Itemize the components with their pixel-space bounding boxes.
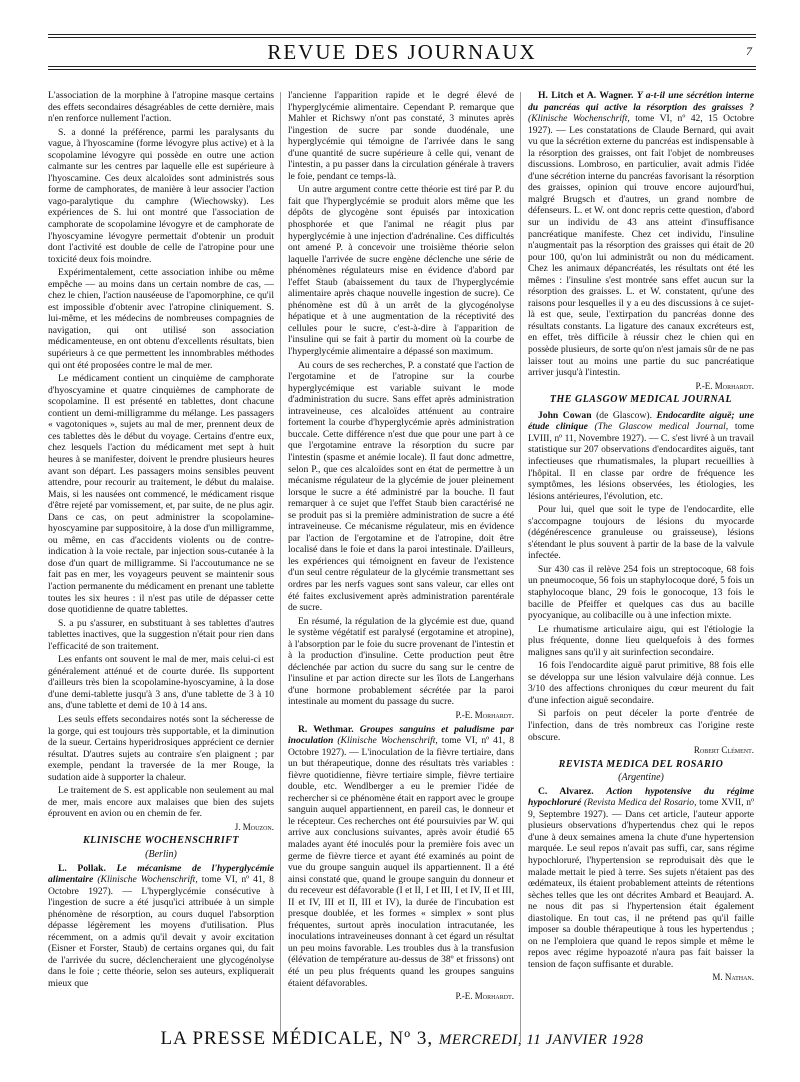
article-signature: P.-E. Morhardt. [455,709,514,720]
article-litch [528,90,754,379]
section-subtitle-berlin: (Berlin) [145,849,177,860]
section-subtitle-argentine: (Argentine) [618,772,664,784]
article-citation: (Revista Medica del Rosario, [583,797,697,809]
article-citation: (Klinische Wochenschrift, [528,113,630,125]
article-author: L. Pollak. [58,862,106,874]
paragraph: Le rhumatisme articulaire aigu, qui est l'étiologie la plus fréquente, donne lieu quelquefois à des formes malignes sans qu'il y ait surinfection secondaire. [528,623,754,658]
paragraph: Expérimentalement, cette association inhibe ou même empêche — au moins dans un certain nombre de cas, — chez le chien, l'action nauséeuse de l'apomorphine, ce qu'il est impossible d'obtenir avec l'atropine cliniquement. S. lui-même, et les médecins de nombreuses compagnies de navigation, qui ont utilisé son association médicamenteuse, en ont obtenu d'excellents résultats, bien supérieurs à ce que permettent les innombrables méthodes qui ont été proposées contre le mal de mer. [48,267,274,371]
column-1 [48,90,274,1050]
article-wethmar [288,724,514,990]
footer-journal-name: LA PRESSE MÉDICALE, [160,1028,384,1049]
paragraph: En résumé, la régulation de la glycémie est due, quand le système végétatif est paralysé (ergotamine et atropine), à l'absorption par le foie du sucre provenant de l'intestin et à la production d'insuline. Cette production peut être déclenchée par action du sucre du sang sur le centre de l'insuline et par action directe sur les îlots de Langerhans d'une hormone probablement sécrétée par la paroi intestinale au moment du passage du sucre. [288,615,514,708]
header-top-rule [48,34,756,35]
article-body: tome VI, nº 42, 15 Octobre 1927). — Les constatations de Claude Bernard, qui avait vu que la sécrétion externe du pancréas est indispensable à la résorption des graisses, ont fait l'objet de nombreuses discussions. Lombroso, en particulier, avait admis l'idée d'une sécrétion interne du pancréas favorisant la résorption des graisses, opinion qui trouve encore aujourd'hui, malgré Brugsch et d'autres, un grand nombre de défenseurs. L. et W. ont donc repris cette question, d'abord sur un individu de 43 ans atteint d'insuffisance pancréatique manifeste. Chez cet individu, l'insuline n'augmentait pas la résorption des graisses qui était de 20 pour 100, qu'on lui administrât ou non du médicament. Chez les animaux dépancréatés, les résultats ont été les mêmes : l'insuline s'est montrée sans effet aucun sur la résorption des graisses. L. et W. constatent, qu'une des raisons pour lesquelles il y a eu des discussions à ce sujet-là est que, seule, l'extirpation du pancréas donne des résultats constants. La ligature des canaux excréteurs est, en effet, très difficile à réussir chez le chien qui en possède plusieurs, de sorte qu'on n'est jamais sûr de ne pas laisser tout au moins une partie du suc pancréatique arriver jusqu'à l'intestin. [528,113,754,379]
article-title: Groupes sanguins et paludisme par inoculation [288,723,514,747]
column-2 [288,90,514,1050]
section-title-rosario: REVISTA MEDICA DEL ROSARIO [558,758,724,770]
article-signature: P.-E. Morhardt. [455,991,514,1002]
article-title: Action hypotensive du régime hypochloruré [528,785,754,809]
paragraph: Pour lui, quel que soit le type de l'endocardite, elle s'accompagne toujours de lésions du myocarde (dégénérescence granuleuse ou graisseuse), lésions s'étendant le plus souvent à partir de la base de la valvule infectée. [528,504,754,562]
page-footer [48,1028,756,1050]
article-body: tome VI, nº 41, 8 Octobre 1927). — L'inoculation de la fièvre tertiaire, dans un but thérapeutique, donne des résultats très variables : fièvre quotidienne, fièvre tertiaire simple, fièvre tertiaire double, etc. Wendlberger a eu le premier l'idée de rechercher si ce phénomène était en rapport avec le groupe sanguin auquel appartiennent, en pareil cas, le donneur et le récepteur. Ces recherches ont été poursuivies par W. qui arrive aux conclusions suivantes, après avoir étudié 65 malades ayant été inoculés pour la première fois avec un germe de fièvre tierce et ayant été examinés au point de vue du groupe sanguin auquel ils appartiennent. Il a été ainsi constaté que, quand le groupe sanguin du donneur et du receveur est défavorable (I et II, I et III, I et IV, II et III, II et IV, III et II, III et IV), la durée de l'incubation est presque doublée, et les formes « simplex » sont plus fréquentes, surtout après inoculation intracutanée, les inoculations intraveineuses donnant à cet égard un résultat un peu moins favorable. Les troubles dus à la transfusion (élévation de température au-dessus de 38º et frissons) ont été un peu plus fréquents quand les groupes sanguins étaient défavorables. [288,735,514,989]
footer-issue: Nº 3, [389,1028,434,1049]
header-bottom-rule-2 [48,69,756,70]
header-top-rule-2 [48,37,756,38]
article-title: Le mécanisme de l'hyperglycémie alimentaire [48,862,274,886]
page-number: 7 [746,44,752,58]
paragraph: Les seuls effets secondaires notés sont la sécheresse de la gorge, qui est toujours très supportable, et la diminution de la sueur. Certains hyperidrosiques apprécient ce dernier résultat. D'autres sujets au contraire s'en plaignent ; par exemple, pendant la traversée de la mer Rouge, la sudation aide à supporter la chaleur. [48,713,274,783]
paragraph: Le médicament contient un cinquième de camphorate d'hyoscyamine et quatre cinquièmes de camphorate de scopolamine. Il est présenté en tablettes, dont chacune contient un demi-milligramme du mélange. Les passagers « vagotoniques », sujets au mal de mer, prennent deux de ces tablettes dès le début du voyage. Certains d'entre eux, chez lesquels l'action du médicament met sept à huit heures à se manifester, doivent le prendre plusieurs heures avant son départ. Les passagers moins sensibles peuvent attendre, pour recourir au traitement, le début du malaise. Mais, si les nausées ont commencé, le médicament risque d'être rejeté par vomissement, et, par suite, de ne plus agir. Dans ce cas, on peut administrer la scopolamine-hyoscyamine par suppositoire, à la dose d'un milligramme, ou même, en cas d'accidents violents ou de contre-indication à la voie rectale, par injection sous-cutanée à la dose d'un quart de milligramme. Si l'accoutumance ne se fait pas en mer, les voyageurs peuvent se maintenir sous l'action permanente du médicament en prenant une tablette toutes les six heures : il n'est pas utile de dépasser cette dose quotidienne de quatre tablettes. [48,373,274,616]
paragraph: Au cours de ses recherches, P. a constaté que l'action de l'ergotamine et de l'atropine sur la courbe hyperglycémique est variable suivant le mode d'administration du sucre. Sans effet après administration intraveineuse, ces alcaloïdes atténuent au contraire fortement la courbe d'hyperglycémie après administration buccale. Cette différence n'est due que pour une part à ce que l'ergotamine entrave la résorption du sucre par l'intestin (spasme et anémie locale). Il faut donc admettre, selon P., que ces alcaloïdes sont en état de permettre à un mécanisme régulateur de la glycémie de jouer pleinement lorsque le sucre a été administré par la bouche. Il faut remarquer à ce sujet que l'effet Staub bien caractérisé ne se produit pas si la première administration de sucre a été intraveineuse. Ce mécanisme régulateur, mis en évidence par l'action de l'ergotamine et de l'atropine, doit être localisé dans le foie et dans la paroi intestinale. D'ailleurs, les expériences qui témoignent en faveur de l'existence d'un seul centre régulateur de la glycémie transmettant ses ordres par les nerfs vagues sont sans valeur, car elles ont été faites exclusivement après administration parentérale de sucre. [288,359,514,614]
article-pollak [48,863,274,990]
paragraph: Les enfants ont souvent le mal de mer, mais celui-ci est généralement atténué et de courte durée. Ils supportent d'ailleurs très bien la scopolamine-hyoscyamine, à la dose d'une demi-tablette jusqu'à 3 ans, d'une tablette de 3 à 10 ans, d'une tablette et demi de 10 à 14 ans. [48,654,274,712]
article-citation: (Klinische Wochenschrift, [97,874,198,886]
paragraph: l'ancienne l'apparition rapide et le degré élevé de l'hyperglycémie alimentaire. Cependant P. remarque que Mahler et Richswy n'ont pas constaté, 3 minutes après l'ingestion de sucre par sonde duodénale, une hyperglycémie qui témoigne de l'arrivée dans le sang d'une quantité de sucre supérieure à celle qui, venant de l'intestin, a pu passer dans la circulation générale à travers le foie, pendant ce temps-là. [288,90,514,182]
article-body: tome XVII, nº 9, Septembre 1927). — Dans cet article, l'auteur apporte plusieurs observations d'hypertendus chez qui le repos d'une à deux semaines amena la chute d'une hypertension marquée. Le seul repos n'avait pas suffi, car, sans régime hypochloruré, l'hypertension se reproduisait dès que le malade mettait le pied à terre. Ses sujets n'étaient pas des œdémateux, ils étaient probablement atteints de rétentions sèches telles que les ont décrites Ambard et Beaujard. A. ne nous dit pas si l'hypertension était également diastolique. En tout cas, il ne prétend pas qu'il faille imposer sa double thérapeutique à tous les hypertendus ; on ne l'emploiera que quand le repos simple et même le repos avec régime hypoazoté n'aura pas fait baisser la tension de façon suffisante et durable. [528,797,754,970]
paragraph: Un autre argument contre cette théorie est tiré par P. du fait que l'hyperglycémie se produit alors même que les dépôts de glycogène sont épuisés par intoxication phosphorée et que l'animal ne réagit plus par hyperglycémie à une injection d'adrénaline. Ces difficultés ont amené P. à concevoir une troisième théorie selon laquelle l'arrivée de sucre engène déclenche une série de phénomènes régulateurs mise en évidence d'abord par l'effet Staub (abaissement du taux de l'hyperglycémie alimentaire après chaque nouvelle ingestion de sucre). Ce phénomène est dû à un arrêt de la glycogénolyse hépatique et à une augmentation de la réceptivité des cellules pour le sucre, c'est-à-dire à l'apparition de l'insuline qui se fait à partir du moment où la courbe de l'hyperglycémie alimentaire a dépassé son maximum. [288,184,514,358]
section-title-glasgow: THE GLASGOW MEDICAL JOURNAL [549,394,733,406]
paragraph: Le traitement de S. est applicable non seulement au mal de mer, mais encore aux malaises que bien des sujets éprouvent en avion ou en chemin de fer. [48,785,274,820]
article-author-place: (de Glascow). [596,409,652,421]
article-title: Endocardite aiguë; une étude clinique [528,409,754,433]
article-signature: P.-E. Morhardt. [695,380,754,391]
paragraph: Si parfois on peut déceler la porte d'entrée de l'infection, dans de très nombreux cas l'origine reste obscure. [528,708,754,743]
column-3 [528,90,754,1050]
paragraph: Sur 430 cas il relève 254 fois un streptocoque, 68 fois un pneumocoque, 56 fois un staphylocoque doré, 5 fois un staphylocoque blanc, 29 fois le gonocoque, 13 fois le bacille de Pfeiffer et quelques cas dus au bacille pyocyanique, au colibacille ou à une infection mixte. [528,563,754,622]
page-header-title: REVUE DES JOURNAUX [267,40,537,64]
article-signature: M. Nathan. [712,972,754,983]
paragraph: L'association de la morphine à l'atropine masque certains des effets secondaires désagréables de cette dernière, mais n'en renforce nullement l'action. [48,90,274,125]
article-title: Y a-t-il une sécrétion interne du pancréas qui active la résorption des graisses ? [528,90,754,113]
paragraph: S. a pu s'assurer, en substituant à ses tablettes d'autres tablettes inactives, que la suggestion n'était pour rien dans l'efficacité de son traitement. [48,617,274,652]
footer-date: MERCREDI, 11 JANVIER 1928 [438,1032,644,1048]
column-separator-2 [520,92,521,1042]
article-citation: (Klinische Wochenschrift, [337,735,438,747]
article-citation: (The Glascow medical Journal, [594,421,729,433]
article-author: John Cowan [538,409,592,421]
article-body: tome LVIII, nº 11, Novembre 1927). — C. s'est livré à un travail statistique sur 207 observations d'endocardites aiguës, tant infectieuses que rhumatismales, la plupart recueillies à l'hôpital. Il en classe par ordre de fréquence les symptômes, les lésions observées, les étiologies, les lésions antérieures, l'évolution, etc. [528,421,754,502]
article-cowan [528,410,754,502]
paragraph: 16 fois l'endocardite aiguë parut primitive, 88 fois elle se développa sur une lésion valvulaire déjà connue. Les 3/10 des affections chroniques du cœur meurent du fait d'une infection aiguë secondaire. [528,660,754,706]
article-signature: J. Mouzon. [234,821,274,832]
article-author: R. Wethmar. [298,723,354,735]
column-separator-1 [280,92,281,1042]
article-body: tome VI, nº 41, 8 Octobre 1927). — L'hyperglycémie consécutive à l'ingestion de sucre a été jusqu'ici attribuée à un simple phénomène de résorption, au cours duquel l'absorption dépasse légèrement les moyens d'utilisation. Plus récemment, on a admis qu'il devait y avoir excitation (Eisner et Forster, Staub) de certains organes qui, du fait de l'arrivée du sucre, déclencheraient une glycogénolyse dans le foie ; cette théorie, selon ses auteurs, expliquerait mieux que [48,874,274,990]
header-bottom-rule [48,66,756,67]
article-author: H. Litch et A. Wagner. [538,90,634,101]
paragraph: S. a donné la préférence, parmi les paralysants du vague, à l'hyoscamine (forme lévogyre plus active) et à la scopolamine lévogyre qui possède en outre une action calmante sur les centres par laquelle elle est supérieure à l'hyoscamine. Ces deux alcaloïdes sont administrés sous forme de camphorates, de manière à leur associer l'action vago-paralytique du camphre (Wiechowsky). Les expériences de S. lui ont montré que l'association de camphorate de scopolamine lévogyre et de camphorate de l'hyoscyamine lévogyre permettait d'obtenir un produit dont l'activité est double de celle de l'atropine pour une toxicité deux fois moindre. [48,126,274,265]
article-author: C. Alvarez. [538,785,594,797]
section-title-klinische: KLINISCHE WOCHENSCHRIFT [82,835,240,847]
article-alvarez [528,786,754,971]
article-signature: Robert Clément. [693,745,754,756]
